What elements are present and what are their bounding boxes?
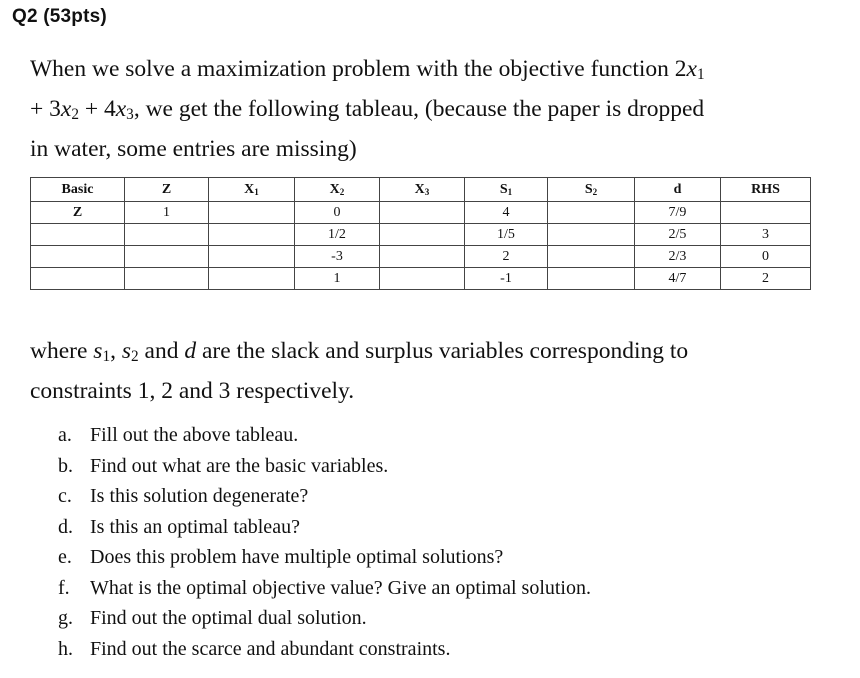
table-row [31, 202, 811, 224]
item-letter: d. [58, 515, 73, 538]
statement-line-1 [30, 52, 820, 92]
item-text: Is this solution degenerate? [90, 485, 309, 507]
subscript: 2 [71, 106, 79, 124]
table-cell: 1/5 [465, 224, 548, 246]
table-cell [380, 246, 465, 268]
table-cell [380, 224, 465, 246]
statement-text: + 3 [30, 96, 61, 123]
statement-line-2 [30, 92, 820, 132]
table-cell: 2/5 [635, 224, 721, 246]
table-row [31, 268, 811, 290]
variable-x: x [115, 96, 127, 123]
header-d: d [635, 178, 721, 202]
item-text: Find out the scarce and abundant constraints. [90, 637, 451, 660]
item-text: What is the optimal objective value? Give an optimal solution. [90, 576, 591, 599]
table-cell: -1 [465, 268, 548, 290]
table-cell [380, 202, 465, 224]
table-cell [31, 246, 125, 268]
description-text: , [110, 338, 122, 364]
table-cell: 3 [721, 224, 811, 246]
variable-x: x [686, 56, 697, 82]
problem-statement [30, 52, 820, 167]
table-cell: 0 [295, 202, 380, 224]
table-cell [31, 268, 125, 290]
sub-question-list [58, 420, 591, 664]
table-cell [125, 268, 209, 290]
table-cell [548, 224, 635, 246]
list-item [58, 512, 591, 543]
item-letter: c. [58, 485, 72, 507]
table-cell: 1 [295, 268, 380, 290]
table-cell [209, 224, 295, 246]
table-cell [125, 224, 209, 246]
item-text: Find out what are the basic variables. [90, 454, 389, 477]
item-text: Is this an optimal tableau? [90, 515, 300, 538]
variable-s: s [121, 338, 131, 364]
list-item [58, 603, 591, 634]
table-cell: 0 [721, 246, 811, 268]
description-text: where [30, 338, 94, 364]
header-x1: $X_1$ [209, 178, 295, 202]
statement-text: , we get the following tableau, (because the paper is dropped [133, 96, 705, 123]
list-item [58, 634, 591, 665]
table-cell: 4/7 [635, 268, 721, 290]
simplex-tableau [30, 177, 811, 290]
item-text: Fill out the above tableau. [90, 424, 299, 446]
subscript: 3 [126, 106, 134, 124]
list-item [58, 451, 591, 482]
item-letter: h. [58, 637, 73, 660]
list-item [58, 573, 591, 604]
table-cell [31, 224, 125, 246]
table-cell: 1 [125, 202, 209, 224]
item-letter: a. [58, 424, 72, 446]
table-cell: 4 [465, 202, 548, 224]
table-cell: -3 [295, 246, 380, 268]
description-text: are the slack and surplus variables corresponding to [196, 338, 689, 364]
statement-text: + 4 [78, 96, 116, 123]
item-letter: g. [58, 607, 73, 629]
header-x2: $X_2$ [295, 178, 380, 202]
table-cell [721, 202, 811, 224]
table-cell: 2/3 [635, 246, 721, 268]
variable-x: x [60, 96, 72, 123]
table-cell [548, 268, 635, 290]
table-cell: 2 [721, 268, 811, 290]
table-row [31, 246, 811, 268]
item-text: Does this problem have multiple optimal solutions? [90, 546, 504, 568]
table-row [31, 224, 811, 246]
question-heading: Q2 (53pts) [12, 6, 107, 27]
statement-line-3: in water, some entries are missing) [30, 136, 357, 163]
table-cell [548, 202, 635, 224]
table-cell [548, 246, 635, 268]
variable-d: d [184, 338, 197, 364]
table-cell [209, 246, 295, 268]
item-letter: e. [58, 546, 72, 568]
header-s1: $S_1$ [465, 178, 548, 202]
table-cell [209, 202, 295, 224]
header-basic: Basic [31, 178, 125, 202]
item-text: Find out the optimal dual solution. [90, 607, 367, 629]
header-rhs: RHS [721, 178, 811, 202]
table-cell [380, 268, 465, 290]
header-z: Z [125, 178, 209, 202]
table-cell: 7/9 [635, 202, 721, 224]
table-cell [125, 246, 209, 268]
variable-s: s [93, 338, 103, 364]
list-item [58, 542, 591, 573]
list-item [58, 420, 591, 451]
subscript: 2 [131, 348, 139, 366]
statement-text: When we solve a maximization problem with the objective function 2 [30, 56, 687, 82]
item-letter: f. [58, 576, 70, 599]
tableau-header-row [31, 178, 811, 202]
table-cell: 1/2 [295, 224, 380, 246]
subscript: 1 [696, 66, 705, 84]
subscript: 1 [102, 348, 111, 366]
table-cell: 2 [465, 246, 548, 268]
header-s2: $S_2$ [548, 178, 635, 202]
description-line-1 [30, 334, 830, 374]
table-cell: Z [31, 202, 125, 224]
table-cell [209, 268, 295, 290]
item-letter: b. [58, 454, 73, 477]
header-x3: $X_3$ [380, 178, 465, 202]
description-text: and [138, 338, 185, 364]
description-line-2: constraints 1, 2 and 3 respectively. [30, 378, 355, 405]
variable-description [30, 334, 830, 409]
list-item [58, 481, 591, 512]
